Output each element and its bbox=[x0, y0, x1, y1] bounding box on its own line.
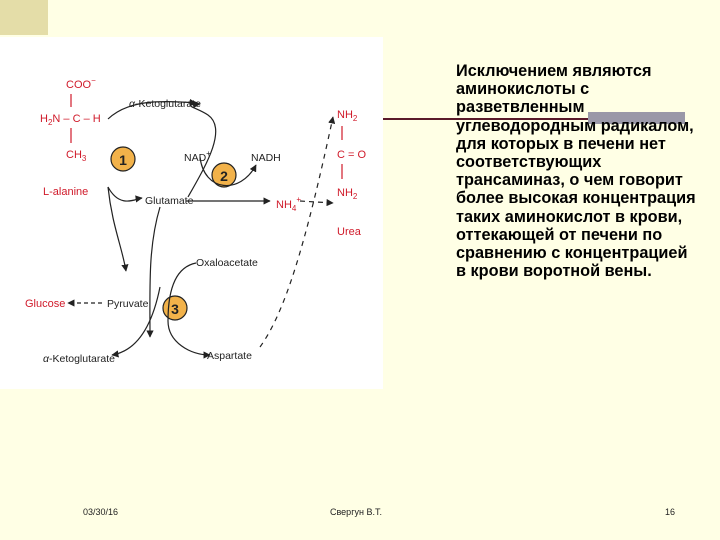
alanine-label: L-alanine bbox=[43, 186, 89, 198]
arrow-glutamate-to-ketoglutarate bbox=[188, 104, 216, 197]
nadh-label: NADH bbox=[251, 152, 281, 164]
svg-text:3: 3 bbox=[171, 301, 179, 317]
alanine-coo: COO− bbox=[66, 76, 96, 91]
pyruvate-label: Pyruvate bbox=[107, 298, 149, 310]
diagram-svg bbox=[0, 37, 383, 389]
corner-decoration bbox=[0, 0, 48, 35]
arrow-nh4-to-urea bbox=[300, 201, 333, 203]
urea-nh2-top: $NH_2$ bbox=[337, 109, 358, 123]
urea-co: C = O bbox=[337, 149, 367, 161]
alpha-ketoglutarate-bottom: α-Ketoglutarate bbox=[43, 353, 115, 365]
arrow-to-glutamate bbox=[108, 187, 142, 201]
alpha-ketoglutarate-top: α-Ketoglutarate bbox=[129, 98, 201, 110]
aspartate-label: Aspartate bbox=[207, 350, 252, 362]
slide-body-text: Исключением являются аминокислоты с разветвленным углеводородным радикалом, для которых в печени нет соответствующих трансаминаз, о чем говорит более высокая концентрация таких аминокислот в крови, оттекающей от печени по сравнению с концентрацией в крови воротной вены. bbox=[456, 62, 696, 281]
step-badge-3 bbox=[163, 296, 187, 320]
footer-page-number: 16 bbox=[665, 507, 676, 517]
oxaloacetate-label: Oxaloacetate bbox=[196, 257, 258, 269]
urea-label: Urea bbox=[337, 226, 361, 238]
glucose-label: Glucose bbox=[25, 298, 66, 310]
alanine-h2n-row: $H_2N$ – C – H bbox=[40, 113, 101, 127]
svg-text:2: 2 bbox=[220, 168, 228, 184]
arrow-alanine-to-pyruvate bbox=[108, 187, 126, 271]
alanine-ch3: $CH_3$ bbox=[66, 149, 87, 163]
svg-text:1: 1 bbox=[119, 152, 127, 168]
glutamate-label: Glutamate bbox=[145, 195, 194, 207]
step-badge-1 bbox=[111, 147, 135, 171]
transamination-diagram bbox=[0, 37, 383, 389]
urea-nh2-bottom: $NH_2$ bbox=[337, 187, 358, 201]
footer-author: Свергун В.Т. bbox=[330, 507, 382, 517]
nad-label: NAD+ bbox=[184, 149, 211, 164]
nh4-label: $NH_4^+$ bbox=[276, 195, 302, 213]
footer-date: 03/30/16 bbox=[83, 507, 119, 517]
